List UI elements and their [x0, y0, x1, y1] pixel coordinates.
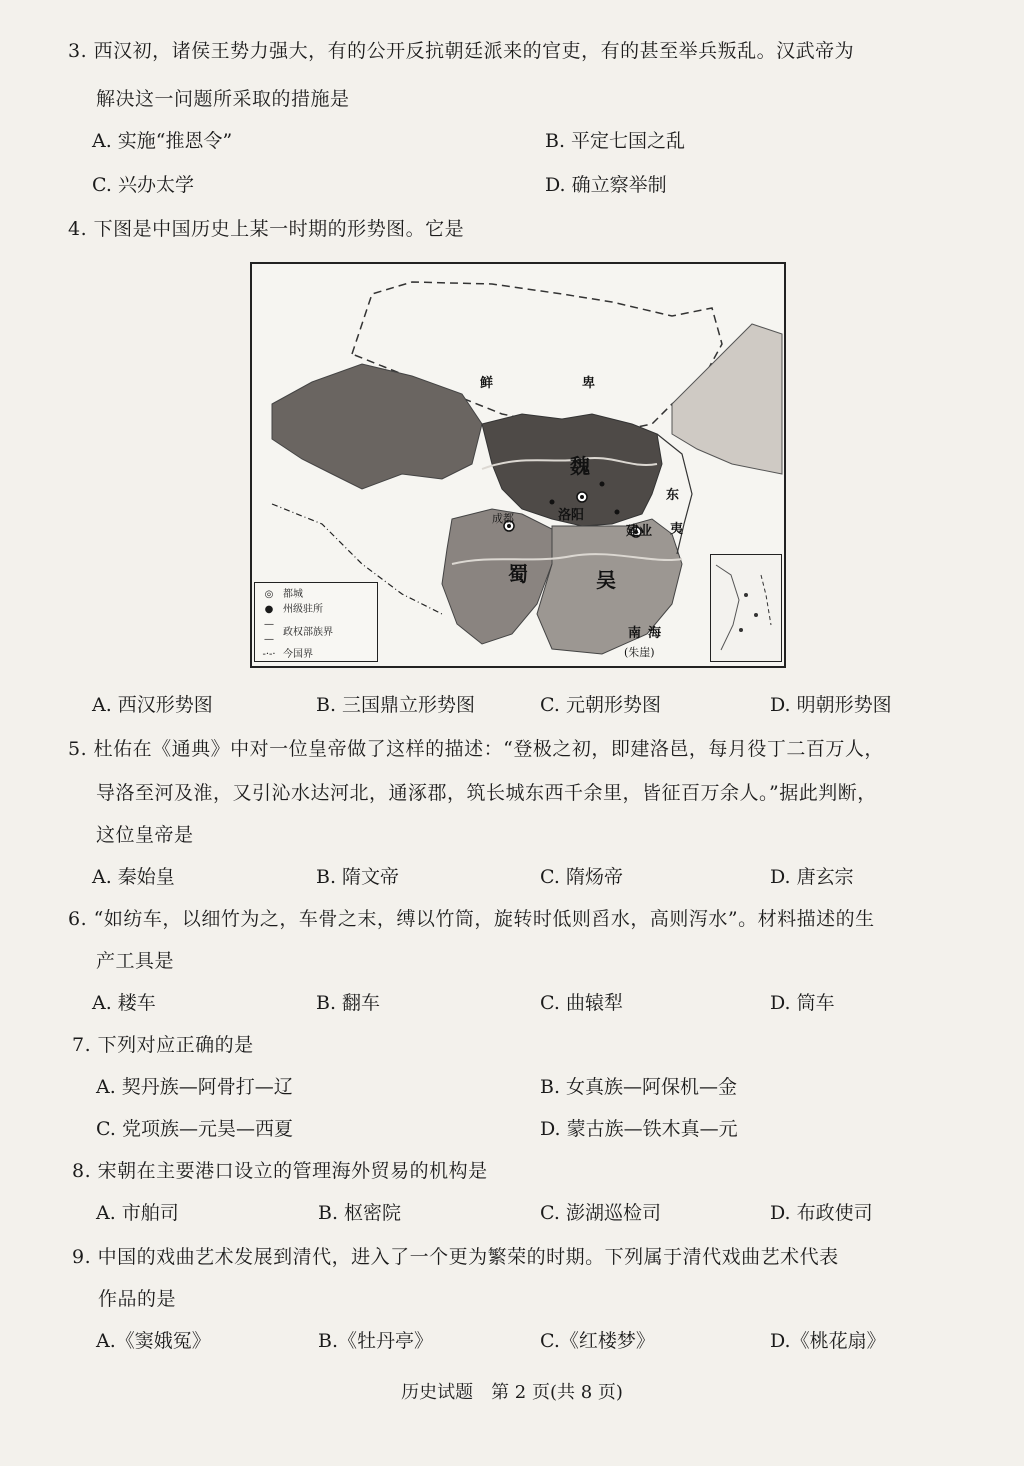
q5-stem-line2: 导洛至河及淮，又引沁水达河北，通涿郡，筑长城东西千余里，皆征百万余人。”据此判断， [96, 782, 877, 804]
q4-stem: 4. 下图是中国历史上某一时期的形势图。它是 [68, 218, 465, 240]
q6-stem-line1: 6. “如纺车，以细竹为之，车骨之末，缚以竹筒，旋转时低则舀水，高则泻水”。材料描述的生 [68, 908, 875, 930]
q9-option-d: D.《桃花扇》 [770, 1330, 886, 1352]
map-label-jianye: 建业 [626, 524, 653, 539]
q7-stem: 7. 下列对应正确的是 [72, 1034, 254, 1056]
inset-island-3 [739, 628, 743, 632]
map-label-nan: 南 [628, 626, 642, 641]
inset-graphic [711, 555, 781, 661]
map-label-dong: 东 [666, 488, 680, 503]
legend-modern-border-label: 今国界 [283, 649, 313, 660]
inset-boundary [761, 575, 771, 625]
northeast-region [672, 324, 782, 474]
q3-option-a: A. 实施“推恩令” [92, 130, 233, 152]
legend-regime-border-label: 政权部族界 [283, 626, 333, 638]
map-label-bei: 卑 [582, 376, 596, 391]
q4-option-c: C. 元朝形势图 [540, 694, 661, 716]
q3-stem-line1: 3. 西汉初，诸侯王势力强大，有的公开反抗朝廷派来的官吏，有的甚至举兵叛乱。汉武帝为 [68, 40, 855, 62]
historical-map [250, 262, 786, 668]
q7-option-d: D. 蒙古族—铁木真—元 [540, 1118, 738, 1140]
state-seat-marker-3 [550, 500, 555, 505]
map-label-yi: 夷 [670, 522, 684, 537]
q9-stem-line1: 9. 中国的戏曲艺术发展到清代，进入了一个更为繁荣的时期。下列属于清代戏曲艺术代表 [72, 1246, 839, 1268]
q3-option-b: B. 平定七国之乱 [545, 130, 686, 152]
q4-option-a: A. 西汉形势图 [92, 694, 213, 716]
map-label-shu: 蜀 [508, 562, 528, 586]
legend-modern-border-symbol: -·-· [262, 649, 276, 660]
legend-state-seat-label: 州级驻所 [283, 604, 323, 615]
q8-option-a: A. 市舶司 [96, 1202, 179, 1224]
map-legend [254, 582, 378, 662]
q9-option-a: A.《窦娥冤》 [96, 1330, 211, 1352]
legend-row-modern-border [261, 647, 377, 662]
q8-option-d: D. 布政使司 [770, 1202, 873, 1224]
q9-stem-line2: 作品的是 [98, 1288, 177, 1310]
shu-region [442, 509, 552, 644]
q9-option-c: C.《红楼梦》 [540, 1330, 655, 1352]
q9-option-b: B.《牡丹亭》 [318, 1330, 434, 1352]
inset-island-2 [754, 613, 758, 617]
q5-stem-line1: 5. 杜佑在《通典》中对一位皇帝做了这样的描述：“登极之初，即建洛邑，每月役丁二百万人， [68, 738, 884, 760]
map-label-hai: 海 [648, 626, 662, 641]
map-label-wei: 魏 [570, 454, 590, 478]
q6-option-c: C. 曲辕犁 [540, 992, 623, 1014]
western-region [272, 364, 482, 489]
south-sea-inset [710, 554, 782, 662]
map-label-luoyang: 洛阳 [558, 508, 585, 523]
q4-option-d: D. 明朝形势图 [770, 694, 892, 716]
q3-option-c: C. 兴办太学 [92, 174, 194, 196]
q7-option-a: A. 契丹族—阿骨打—辽 [96, 1076, 293, 1098]
q8-option-c: C. 澎湖巡检司 [540, 1202, 661, 1224]
map-label-zhuya: (朱崖) [624, 646, 655, 659]
q5-option-c: C. 隋炀帝 [540, 866, 623, 888]
q5-option-a: A. 秦始皇 [92, 866, 175, 888]
q3-option-d: D. 确立察举制 [545, 174, 667, 196]
q6-option-d: D. 筒车 [770, 992, 835, 1014]
q5-stem-line3: 这位皇帝是 [96, 824, 194, 846]
luoyang-capital-dot [580, 495, 584, 499]
map-label-chengdu: 成都 [492, 512, 514, 525]
q8-option-b: B. 枢密院 [318, 1202, 402, 1224]
q5-option-b: B. 隋文帝 [316, 866, 400, 888]
q6-option-a: A. 耧车 [92, 992, 156, 1014]
q5-option-d: D. 唐玄宗 [770, 866, 854, 888]
legend-capital-label: 都城 [283, 589, 303, 600]
q6-stem-line2: 产工具是 [96, 950, 175, 972]
legend-regime-border-symbol: — — [264, 619, 274, 645]
q7-option-c: C. 党项族—元昊—西夏 [96, 1118, 293, 1140]
page-footer: 历史试题 第 2 页(共 8 页) [401, 1382, 623, 1403]
state-seat-marker-2 [615, 510, 620, 515]
map-label-xian: 鲜 [480, 376, 494, 391]
inset-island-1 [744, 593, 748, 597]
state-seat-marker-1 [600, 482, 605, 487]
legend-state-seat-symbol: ● [264, 604, 274, 615]
legend-row-state-seat [261, 602, 377, 617]
legend-capital-symbol: ◎ [264, 589, 274, 600]
q6-option-b: B. 翻车 [316, 992, 381, 1014]
map-label-wu: 吴 [596, 568, 616, 592]
q3-stem-line2: 解决这一问题所采取的措施是 [96, 88, 350, 110]
legend-row-regime-border [261, 617, 377, 647]
q7-option-b: B. 女真族—阿保机—金 [540, 1076, 738, 1098]
legend-row-capital [261, 587, 377, 602]
inset-coast [716, 565, 739, 650]
q8-stem: 8. 宋朝在主要港口设立的管理海外贸易的机构是 [72, 1160, 488, 1182]
q4-option-b: B. 三国鼎立形势图 [316, 694, 476, 716]
